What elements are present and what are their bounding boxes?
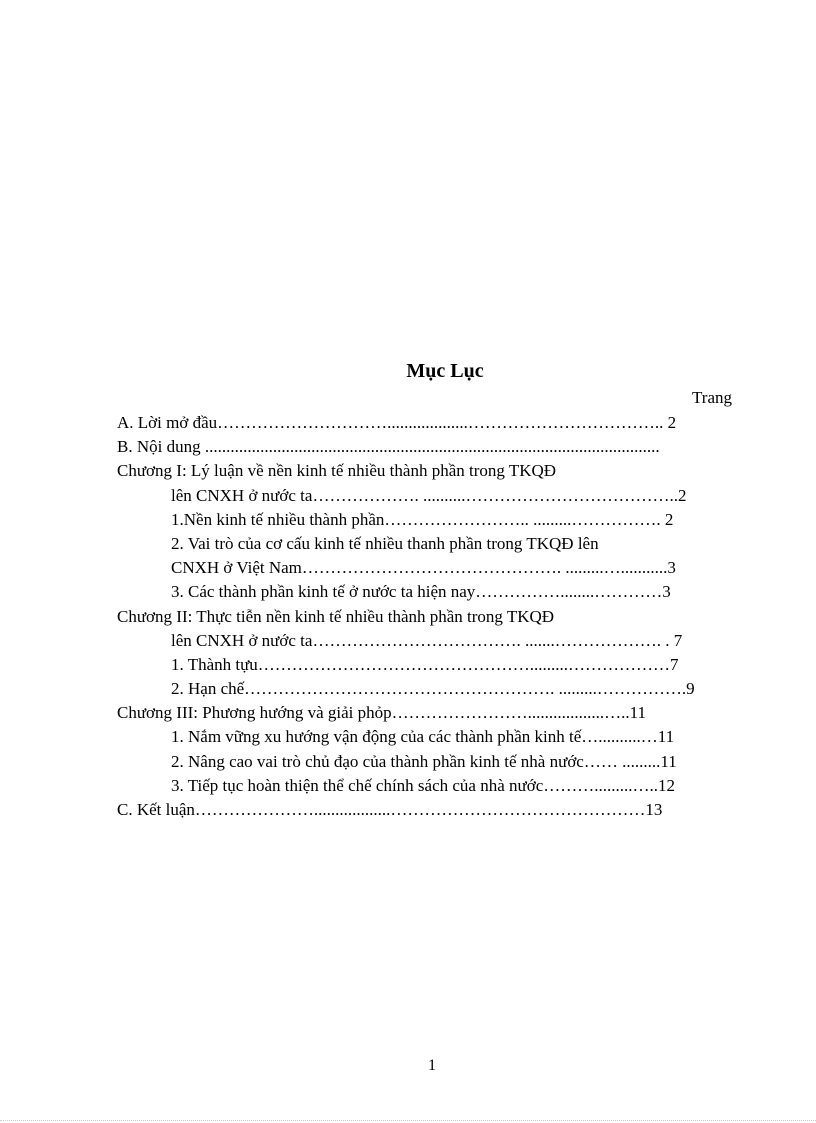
toc-entry-chapter-1-section-1: 1.Nền kinh tế nhiều thành phần…………………….. .........……………. 2: [171, 509, 674, 529]
document-title: Mục Lục: [406, 360, 484, 382]
toc-entry-chapter-2-section-1: 1. Thành tựu………………………………………….........………………7: [171, 654, 679, 674]
toc-entry-chapter-3-section-3: 3. Tiếp tục hoàn thiện thể chế chính sách của nhà nước……….........…..12: [171, 775, 676, 795]
table-of-contents: [117, 411, 759, 822]
page-bottom-divider: [0, 1120, 816, 1121]
page-number: 1: [428, 1057, 436, 1074]
toc-entry-chapter-1: Chương I: Lý luận về nền kinh tế nhiều thành phần trong TKQĐ: [117, 461, 557, 481]
page-column-label: Trang: [692, 388, 732, 407]
toc-entry-chapter-1-section-2: 2. Vai trò của cơ cấu kinh tế nhiều thanh phần trong TKQĐ lên: [171, 533, 599, 553]
toc-entry-conclusion: C. Kết luận…………………..................………………………………………13: [117, 800, 663, 819]
toc-entry-chapter-3: Chương III: Phương hướng và giải phỏp……………………..................…..11: [117, 703, 647, 723]
toc-entry-chapter-2-continued: lên CNXH ở nước ta………………………………. .......………………. . 7: [171, 630, 683, 650]
toc-entry-chapter-2: Chương II: Thực tiễn nền kinh tế nhiều thành phần trong TKQĐ: [117, 606, 555, 626]
toc-entry-chapter-3-section-1: 1. Nắm vững xu hướng vận động của các thành phần kinh tế…..........…11: [171, 727, 675, 747]
toc-entry-introduction: A. Lời mở đầu…………………………...................…………………………….. 2: [117, 413, 677, 432]
toc-entry-chapter-1-continued: lên CNXH ở nước ta………………. ..........………………………………..2: [171, 485, 687, 505]
toc-entry-content: B. Nội dung ...........................................................................................................: [117, 437, 660, 457]
toc-entry-chapter-1-section-2-continued: CNXH ở Việt Nam………………………………………. .........…...........3: [171, 558, 676, 578]
toc-entry-chapter-3-section-2: 2. Nâng cao vai trò chủ đạo của thành phần kinh tế nhà nước…… .........11: [171, 751, 677, 771]
toc-entry-chapter-2-section-2: 2. Hạn chế………………………………………………. .........…………….9: [171, 679, 695, 699]
toc-entry-chapter-1-section-3: 3. Các thành phần kinh tế ở nước ta hiện nay……………........…………3: [171, 582, 671, 602]
